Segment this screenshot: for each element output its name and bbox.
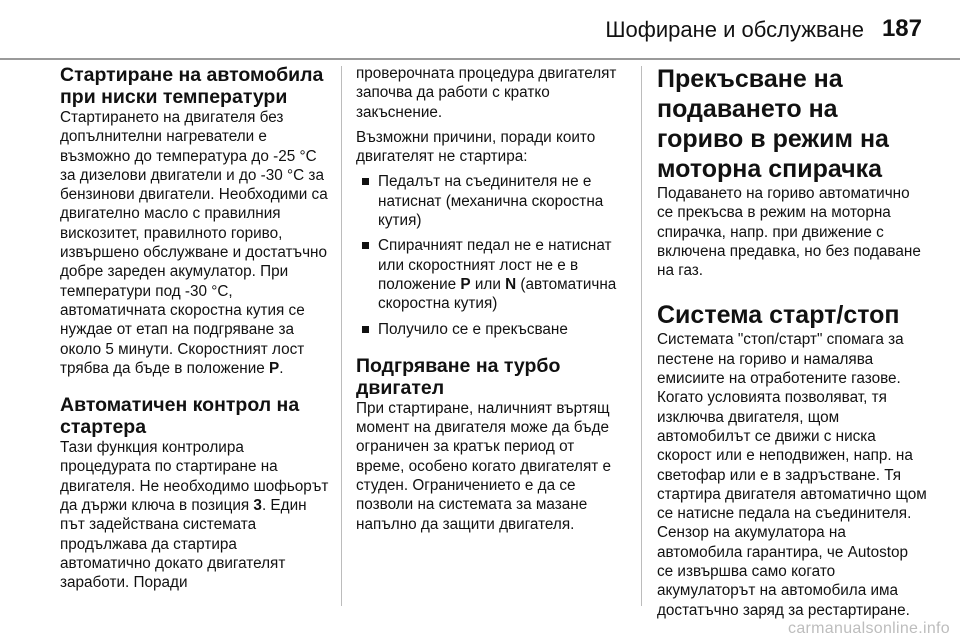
- list-item: Получило се е прекъсване: [356, 320, 626, 339]
- list-item: Спирачният педал не е натиснат или скоростният лост не е в положение P или N (автоматична скоростна кутия): [356, 236, 626, 313]
- page-number: 187: [881, 15, 922, 42]
- chapter-title: Шофиране и обслужване: [605, 17, 864, 42]
- bullet-square-icon: [362, 326, 369, 333]
- bullet-square-icon: [362, 178, 369, 185]
- column-middle: [356, 64, 626, 534]
- page-header: [0, 0, 960, 60]
- paragraph-turbo-warmup: При стартиране, наличният въртящ момент на двигателя може да бъде ограничен за кратък период от време, особено когато двигателят е студен. Ограничението е да се позволи на системата за мазане напълно да защити двигателя.: [356, 399, 611, 533]
- list-item: Педалът на съединителя не е натиснат (механична скоростна кутия): [356, 172, 626, 230]
- column-divider-left: [341, 66, 342, 606]
- paragraph-reasons-intro: Възможни причини, поради които двигателят не стартира:: [356, 128, 596, 166]
- paragraph-auto-starter: Тази функция контролира процедурата по стартиране на двигателя. Не необходимо шофьорът да държи ключа в позиция 3. Един път задействана системата продължава да стартира автоматично докато двигателят заработи. Поради: [60, 439, 329, 592]
- heading-low-temp-start: Стартиране на автомобила при ниски температури: [60, 64, 324, 108]
- heading-fuel-cutoff: Прекъсване на подаването на гориво в режим на моторна спирачка: [657, 65, 889, 183]
- heading-turbo-warmup: Подгряване на турбо двигател: [356, 354, 561, 399]
- paragraph-start-stop: Системата "стоп/старт" спомага за пестене на гориво и намалява емисиите на отработените газове. Когато условията позволяват, тя изключва двигателя, щом автомобилът се движи с ниска скорост или е неподвижен, напр. на светофар или е в задръстване. Тя стартира двигателя автоматично щом се натисне педала на съединителя. Сензор на акумулатора на автомобила гарантира, че Autostop се извършва само когато акумулаторът на автомобила има достатъчно заряд за рестартиране.: [657, 331, 927, 619]
- column-divider-right: [641, 66, 642, 606]
- heading-auto-starter: Автоматичен контрол на стартера: [60, 394, 300, 439]
- paragraph-continued: проверочната процедура двигателят започва да работи с кратко закъснение.: [356, 65, 617, 121]
- bullet-square-icon: [362, 242, 369, 249]
- heading-start-stop: Система старт/стоп: [657, 301, 900, 330]
- paragraph-low-temp-start: Стартирането на двигателя без допълнителни нагреватели е възможно до температура до -25 °C за дизелови двигатели и до -30 °C за бензинови двигатели. Необходими са двигателно масло с правилния вискозитет, правилното гориво, извършено обслужване и достатъчно добре зареден акумулатор. При температури под -30 °C, автоматичната скоростна кутия се нуждае от етап на подгряване за около 5 минути. Скоростният лост трябва да бъде в положение P.: [60, 109, 328, 377]
- column-right: [657, 64, 927, 620]
- column-left: [60, 64, 330, 593]
- watermark: carmanualsonline.info: [788, 620, 950, 637]
- paragraph-fuel-cutoff: Подаването на гориво автоматично се прекъсва в режим на моторна спирачка, напр. при движение с включена предавка, но без подаване на газ.: [657, 185, 921, 280]
